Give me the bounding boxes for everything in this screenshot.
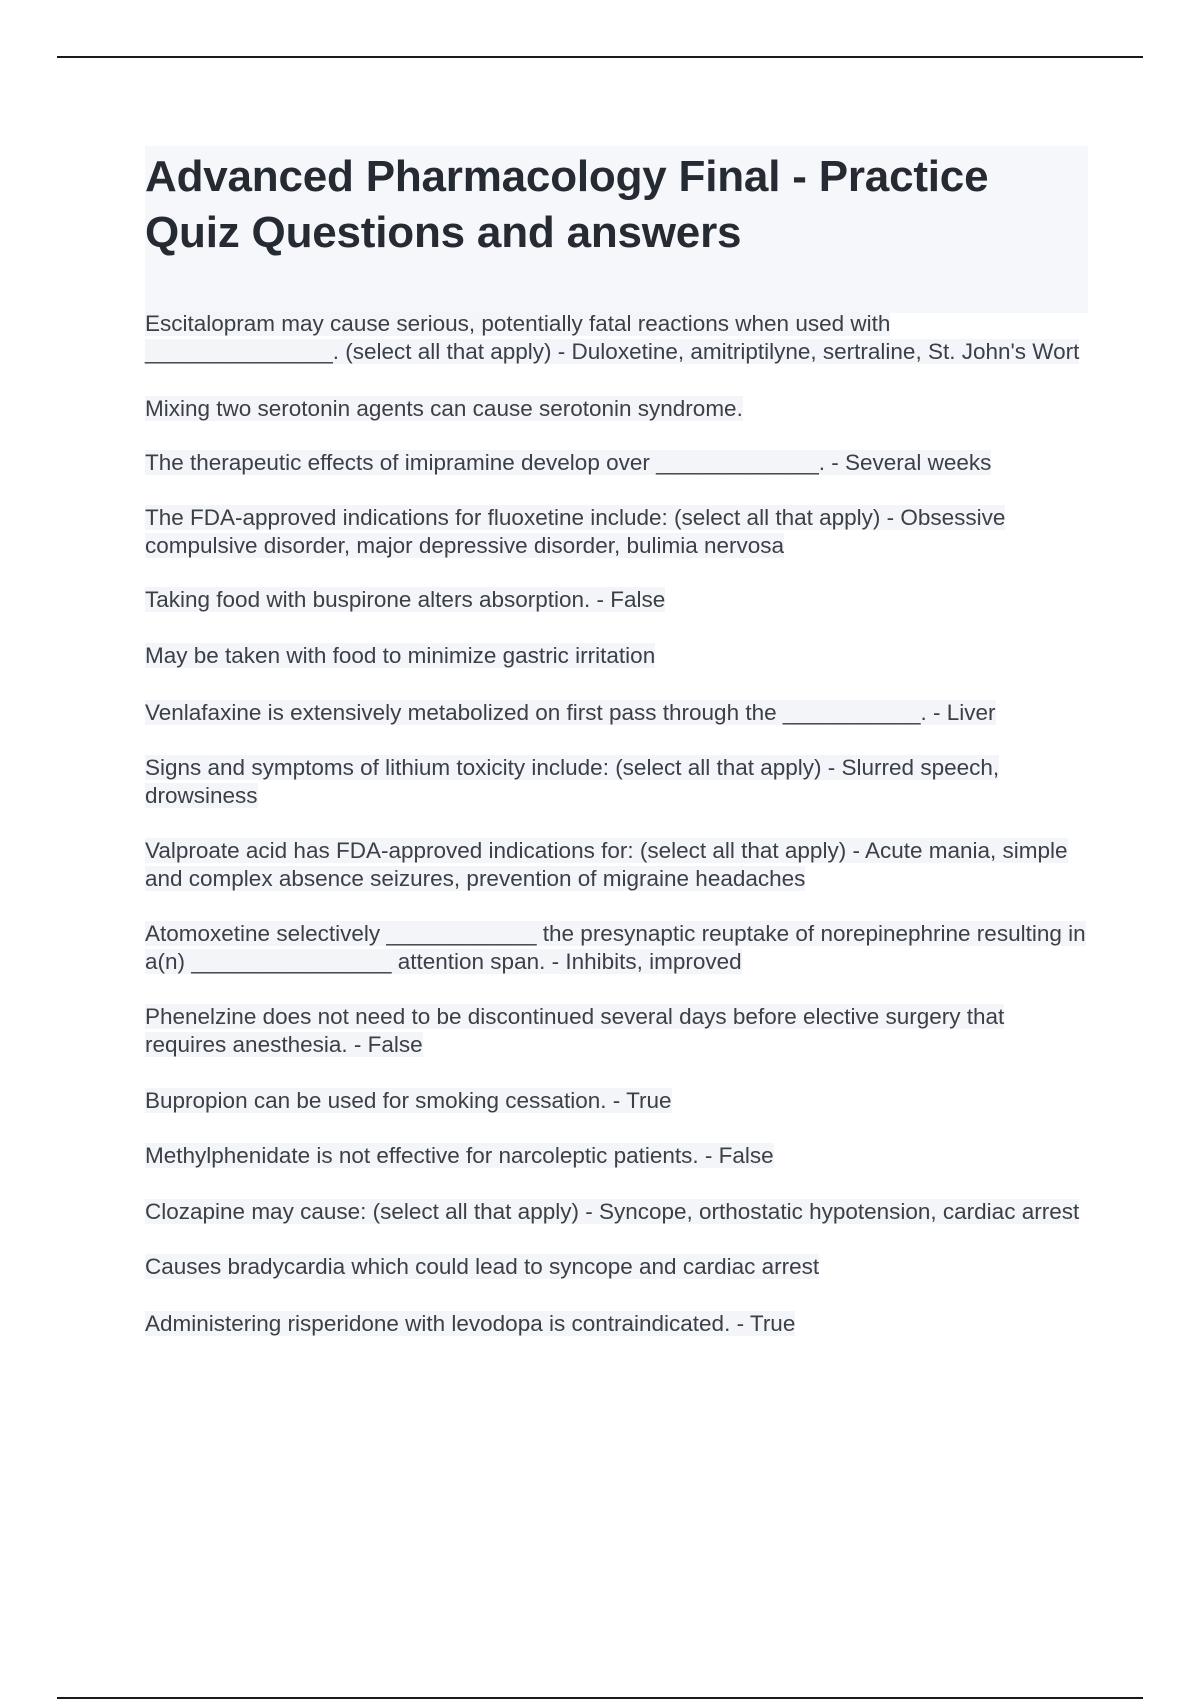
qa-item-text: Valproate acid has FDA-approved indications for: (select all that apply) - Acute mania, simple and complex absence seizures, prevention of migraine headaches — [145, 838, 1068, 891]
document-title: Advanced Pharmacology Final - Practice Quiz Questions and answers — [145, 152, 989, 257]
qa-item-text: Atomoxetine selectively ____________ the presynaptic reuptake of norepinephrine resulting in a(n) ________________ attention span. - Inhibits, improved — [145, 921, 1086, 974]
qa-item — [145, 1253, 1090, 1281]
title-block — [145, 146, 1088, 313]
qa-item-text: The FDA-approved indications for fluoxetine include: (select all that apply) - Obsessive compulsive disorder, major depressive disorder, bulimia nervosa — [145, 505, 1006, 558]
qa-item-text: Causes bradycardia which could lead to syncope and cardiac arrest — [145, 1254, 820, 1279]
qa-item-text: Administering risperidone with levodopa is contraindicated. - True — [145, 1311, 796, 1336]
qa-list — [145, 310, 1090, 1338]
qa-item — [145, 449, 1090, 477]
qa-item-text: May be taken with food to minimize gastric irritation — [145, 643, 656, 668]
qa-item — [145, 837, 1090, 893]
qa-item-text: Mixing two serotonin agents can cause serotonin syndrome. — [145, 396, 743, 421]
qa-item — [145, 310, 1090, 366]
qa-item — [145, 920, 1090, 976]
qa-item — [145, 1310, 1090, 1338]
qa-item-text: Signs and symptoms of lithium toxicity include: (select all that apply) - Slurred speech, drowsiness — [145, 755, 1000, 808]
qa-item-text: Venlafaxine is extensively metabolized on first pass through the ___________. - Liver — [145, 700, 996, 725]
qa-item — [145, 1142, 1090, 1170]
top-divider — [57, 56, 1143, 58]
qa-item — [145, 1087, 1090, 1115]
qa-item-text: Methylphenidate is not effective for narcoleptic patients. - False — [145, 1143, 774, 1168]
qa-item-text: Taking food with buspirone alters absorption. - False — [145, 587, 666, 612]
qa-item-text: Phenelzine does not need to be discontinued several days before elective surgery that requires anesthesia. - False — [145, 1004, 1005, 1057]
qa-item — [145, 586, 1090, 614]
qa-item-text: Clozapine may cause: (select all that apply) - Syncope, orthostatic hypotension, cardiac arrest — [145, 1199, 1080, 1224]
qa-item — [145, 504, 1090, 560]
qa-item — [145, 1003, 1090, 1059]
qa-item — [145, 642, 1090, 670]
qa-item — [145, 1198, 1090, 1226]
bottom-divider — [57, 1697, 1143, 1699]
qa-item — [145, 754, 1090, 810]
qa-item-text: Bupropion can be used for smoking cessation. - True — [145, 1088, 672, 1113]
qa-item — [145, 395, 1090, 423]
qa-item-text: The therapeutic effects of imipramine develop over _____________. - Several weeks — [145, 450, 992, 475]
qa-item-text: Escitalopram may cause serious, potentially fatal reactions when used with _______________. (select all that apply) - Duloxetine, amitriptilyne, sertraline, St. John's Wort — [145, 311, 1080, 364]
qa-item — [145, 699, 1090, 727]
